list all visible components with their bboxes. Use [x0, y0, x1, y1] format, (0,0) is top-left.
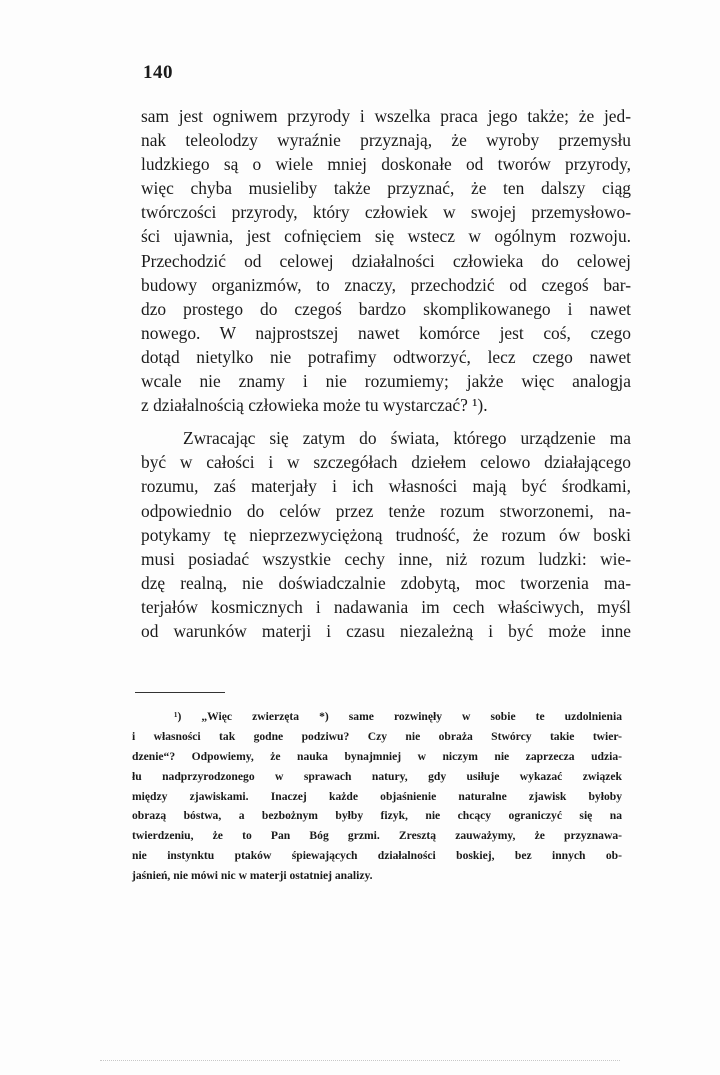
- footnote-line: i własności tak godne podziwu? Czy nie obraża Stwórcy takie twier-: [132, 729, 622, 743]
- text-line: sam jest ogniwem przyrody i wszelka praca jego także; że jed-: [141, 106, 631, 126]
- text-line: z działalnością człowieka może tu wystarczać? ¹).: [141, 395, 488, 416]
- footnote-line: ¹) „Więc zwierzęta *) same rozwinęły w sobie te uzdolnienia: [174, 710, 622, 723]
- text-line: twórczości przyrody, który człowiek w swojej przemysłowo-: [141, 202, 631, 223]
- footnote-line: obrazą bóstwa, a bezbożnym byłby fizyk, nie chcący ograniczyć się na: [132, 809, 622, 823]
- footnote-line: łu nadprzyrodzonego w sprawach natury, gdy usiłuje wykazać związek: [132, 769, 622, 783]
- text-line: ludzkiego są o wiele mniej doskonałe od tworów przyrody,: [141, 154, 631, 175]
- footnote-line: jaśnień, nie mówi nic w materji ostatniej analizy.: [132, 869, 373, 883]
- text-line: Przechodzić od celowej działalności człowieka do celowej: [141, 250, 631, 271]
- text-line: odpowiednio do celów przez tenże rozum stworzonemi, na-: [141, 500, 631, 521]
- text-line: dotąd nietylko nie potrafimy odtworzyć, lecz czego nawet: [141, 346, 631, 367]
- text-line: nowego. W najprostszej nawet komórce jest coś, czego: [141, 322, 631, 343]
- text-line: ści ujawnia, jest cofnięciem się wstecz w ogólnym rozwoju.: [141, 226, 631, 247]
- paragraph-gap: [141, 417, 631, 426]
- text-line: być w całości i w szczegółach dziełem celowo działającego: [141, 452, 631, 473]
- footnote-divider: [135, 692, 225, 693]
- text-line: więc chyba musieliby także przyznać, że ten dalszy ciąg: [141, 178, 631, 199]
- text-line: nak teleolodzy wyraźnie przyznają, że wyroby przemysłu: [141, 130, 631, 151]
- main-text: [141, 104, 631, 643]
- text-line: terjałów kosmicznych i nadawania im cech właściwych, myśl: [141, 596, 631, 617]
- footnote: [132, 707, 622, 886]
- scan-artifact-dots: [100, 1060, 620, 1061]
- text-line: potykamy tę nieprzezwyciężoną trudność, że rozum ów boski: [141, 524, 631, 545]
- text-line: rozumu, zaś materjały i ich własności mają być środkami,: [141, 476, 631, 497]
- footnote-line: twierdzeniu, że to Pan Bóg grzmi. Zresztą zauważymy, że przyznawa-: [132, 829, 622, 843]
- paragraph-1: [141, 104, 631, 417]
- footnote-line: nie instynktu ptaków śpiewających działalności boskiej, bez innych ob-: [132, 849, 622, 863]
- page-number: 140: [143, 62, 173, 83]
- text-line: dzo prostego do czegoś bardzo skomplikowanego i nawet: [141, 298, 631, 319]
- text-line: musi posiadać wszystkie cechy inne, niż rozum ludzki: wie-: [141, 548, 631, 569]
- text-line: dzę realną, nie doświadczalnie zdobytą, moc tworzenia ma-: [141, 572, 631, 593]
- text-line: Zwracając się zatym do świata, którego urządzenie ma: [183, 428, 631, 449]
- text-line: od warunków materji i czasu niezależną i być może inne: [141, 620, 631, 641]
- footnote-line: między zjawiskami. Inaczej każde objaśnienie naturalne zjawisk byłoby: [132, 789, 622, 803]
- paragraph-2: [141, 426, 631, 643]
- footnote-line: dzenie“? Odpowiemy, że nauka bynajmniej w niczym nie zaprzecza udzia-: [132, 749, 622, 763]
- text-line: wcale nie znamy i nie rozumiemy; jakże więc analogja: [141, 371, 631, 392]
- text-line: budowy organizmów, to znaczy, przechodzić od czegoś bar-: [141, 274, 631, 295]
